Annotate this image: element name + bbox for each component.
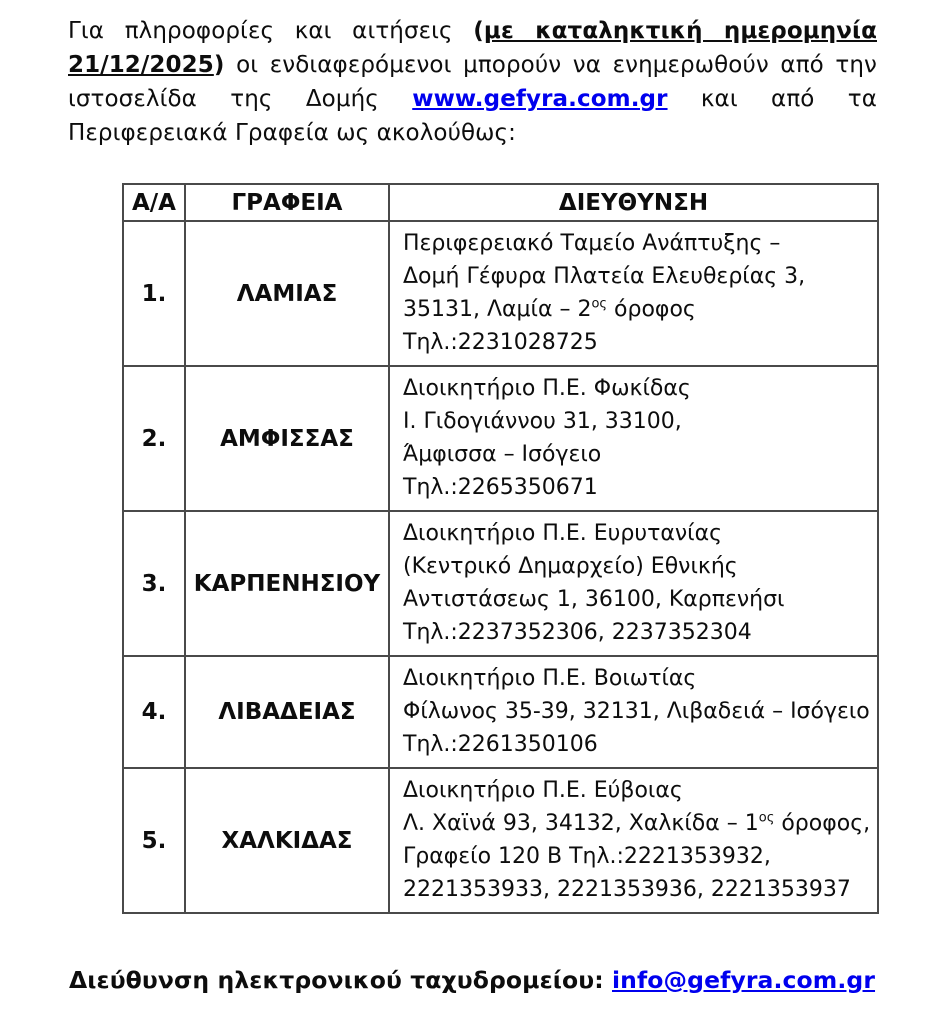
close-paren: ) [213, 52, 225, 78]
office-address [389, 656, 878, 768]
intro-text-1: Για πληροφορίες και αιτήσεις [68, 18, 474, 44]
row-number: 5. [123, 768, 185, 913]
phone-line: Τηλ.:2261350106 [403, 732, 598, 757]
table-header-row [123, 184, 878, 221]
header-cell-address: ΔΙΕΥΘΥΝΣΗ [389, 184, 878, 221]
address-line: Φίλωνος 35-39, 32131, Λιβαδειά – Ισόγειο [403, 699, 870, 724]
superscript-ordinal: ος [591, 296, 608, 312]
office-name: ΛΑΜΙΑΣ [185, 221, 389, 366]
address-line: 35131, Λαμία – $2^{o\varsigma}$ όροφος [403, 296, 696, 322]
office-name: ΧΑΛΚΙΔΑΣ [185, 768, 389, 913]
phone-line: Γραφείο 120 Β Τηλ.:2221353932, [403, 844, 771, 869]
office-address [389, 511, 878, 656]
address-line: Περιφερειακό Ταμείο Ανάπτυξης – [403, 231, 781, 256]
address-line: Ι. Γιδογιάννου 31, 33100, [403, 409, 682, 434]
address-line: (Κεντρικό Δημαρχείο) Εθνικής [403, 554, 738, 579]
office-address [389, 221, 878, 366]
office-address [389, 768, 878, 913]
address-line: Λ. Χαϊνά 93, 34132, Χαλκίδα – $1^{o\varsigma}$ όροφος, [403, 810, 871, 836]
phone-line: Τηλ.:2231028725 [403, 330, 598, 355]
address-line: Άμφισσα – Ισόγειο [403, 442, 602, 467]
table-row [123, 511, 878, 656]
address-line: Διοικητήριο Π.Ε. Ευρυτανίας [403, 521, 722, 546]
open-paren: ( [473, 18, 484, 44]
row-number: 4. [123, 656, 185, 768]
footer-email-line [0, 966, 944, 994]
row-number: 1. [123, 221, 185, 366]
office-name: ΚΑΡΠΕΝΗΣΙΟΥ [185, 511, 389, 656]
office-name: ΑΜΦΙΣΣΑΣ [185, 366, 389, 511]
address-line: Διοικητήριο Π.Ε. Βοιωτίας [403, 666, 697, 691]
website-link[interactable]: www.gefyra.com.gr [412, 86, 668, 112]
address-line: Δομή Γέφυρα Πλατεία Ελευθερίας 3, [403, 264, 806, 289]
table-row [123, 656, 878, 768]
phone-line: 2221353933, 2221353936, 2221353937 [403, 877, 851, 902]
office-address [389, 366, 878, 511]
address-line: Διοικητήριο Π.Ε. Φωκίδας [403, 376, 691, 401]
footer-label: Διεύθυνση ηλεκτρονικού ταχυδρομείου: [68, 966, 612, 994]
table-row [123, 366, 878, 511]
office-name: ΛΙΒΑΔΕΙΑΣ [185, 656, 389, 768]
table-row [123, 221, 878, 366]
intro-text-2: οι ενδιαφερόμενοι μπορούν να ενημερωθούν από την ιστοσελίδα της Δομής [68, 52, 877, 112]
intro-paragraph [68, 14, 877, 150]
phone-line: Τηλ.:2237352306, 2237352304 [403, 620, 752, 645]
header-cell-num: Α/Α [123, 184, 185, 221]
offices-table [122, 183, 879, 914]
phone-line: Τηλ.:2265350671 [403, 475, 598, 500]
intro-text-3: και από τα Περιφερειακά Γραφεία ως ακολούθως: [68, 86, 877, 146]
superscript-ordinal: ος [758, 810, 775, 826]
email-link[interactable]: info@gefyra.com.gr [612, 966, 876, 994]
row-number: 2. [123, 366, 185, 511]
address-line: Διοικητήριο Π.Ε. Εύβοιας [403, 778, 683, 803]
header-cell-office: ΓΡΑΦΕΙΑ [185, 184, 389, 221]
address-line: Αντιστάσεως 1, 36100, Καρπενήσι [403, 587, 785, 612]
row-number: 3. [123, 511, 185, 656]
deadline-text: με καταληκτική ημερομηνία 21/12/2025 [68, 18, 877, 78]
table-row [123, 768, 878, 913]
